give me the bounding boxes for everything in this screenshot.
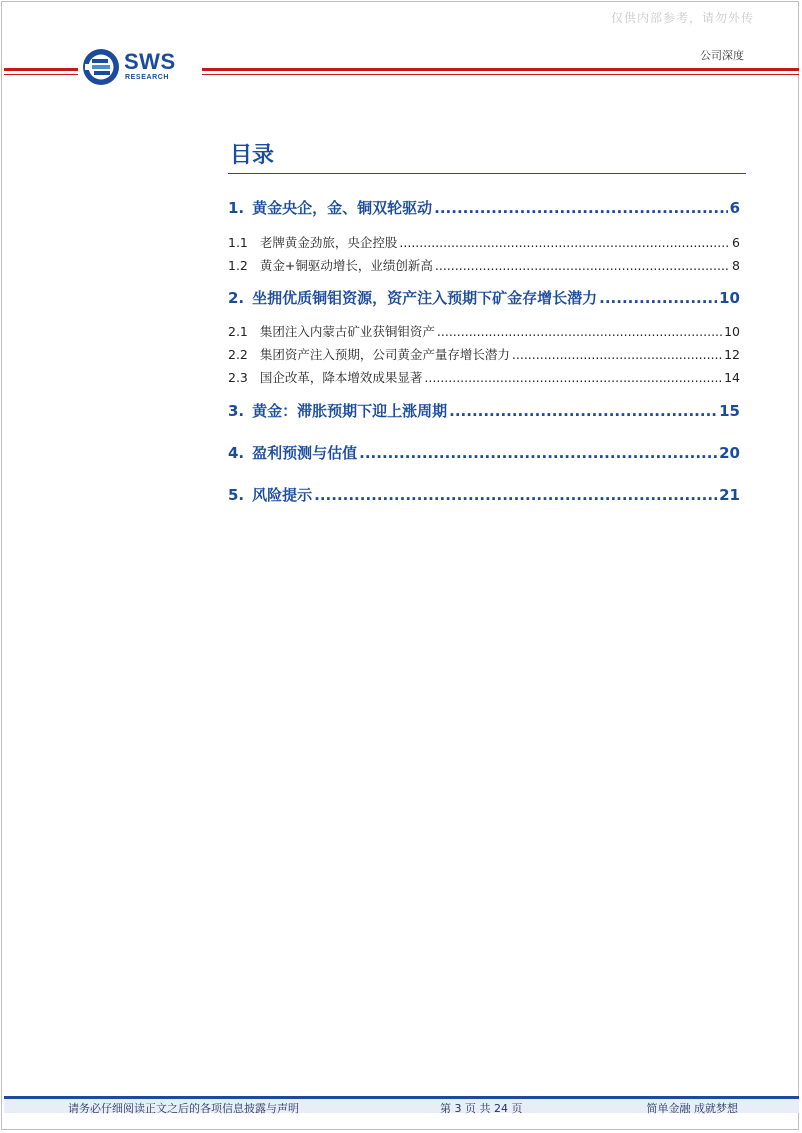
toc-entry-number: 2. (228, 289, 245, 307)
toc-entry-text: 坐拥优质铜钼资源，资产注入预期下矿金存增长潜力 (252, 289, 598, 307)
toc-entry-text: 盈利预测与估值 (252, 444, 358, 462)
footer-page-number: 第 3 页 共 24 页 (440, 1102, 523, 1115)
toc-entry-number: 3. (228, 402, 245, 420)
toc-entry-text: 集团注入内蒙古矿业获铜钼资产 (259, 324, 435, 339)
footer-slogan: 简单金融 成就梦想 (646, 1102, 738, 1115)
logo-text: SWS (124, 49, 176, 74)
toc-entry-text: 黄金+铜驱动增长，业绩创新高 (259, 258, 433, 273)
toc-leader-dots (449, 402, 717, 420)
toc-entry-page: 15 (719, 402, 740, 420)
toc-entry-page: 21 (719, 486, 740, 504)
toc-entry-text: 黄金：滞胀预期下迎上涨周期 (252, 402, 448, 420)
toc-entry-3[interactable] (228, 400, 740, 421)
toc-entry-page: 20 (719, 444, 740, 462)
toc-entry-text: 国企改革，降本增效成果显著 (259, 370, 423, 385)
toc-title-rule (228, 173, 746, 174)
toc-leader-dots (314, 486, 717, 504)
toc-leader-dots (512, 347, 722, 362)
toc-leader-dots (434, 199, 727, 217)
toc-entry-text: 集团资产注入预期，公司黄金产量存增长潜力 (259, 347, 510, 362)
toc-entry-page: 6 (732, 235, 740, 250)
toc-entry-page: 14 (724, 370, 740, 385)
toc-entry-1-1[interactable] (228, 233, 740, 251)
toc-entry-number: 4. (228, 444, 245, 462)
toc-entry-5[interactable] (228, 484, 740, 505)
toc-entry-number: 2.1 (228, 324, 248, 339)
toc-leader-dots (435, 258, 730, 273)
toc-entry-number: 5. (228, 486, 245, 504)
sws-logo-icon (82, 48, 120, 86)
toc-entry-2-2[interactable] (228, 345, 740, 363)
toc-leader-dots (437, 324, 722, 339)
footer-disclaimer: 请务必仔细阅读正文之后的各项信息披露与声明 (68, 1102, 299, 1115)
toc-entry-number: 1.2 (228, 258, 248, 273)
toc-title: 目录 (230, 143, 275, 168)
toc-entry-number: 1. (228, 199, 245, 217)
toc-entry-text: 老牌黄金劲旅，央企控股 (259, 235, 398, 250)
toc-entry-4[interactable] (228, 442, 740, 463)
toc-entry-page: 8 (732, 258, 740, 273)
toc-entry-page: 6 (729, 199, 740, 217)
header-rule-right (202, 68, 799, 75)
toc-entry-page: 10 (719, 289, 740, 307)
toc-leader-dots (424, 370, 722, 385)
header-rule-left (4, 68, 78, 75)
toc-entry-2-1[interactable] (228, 322, 740, 340)
toc-entry-number: 2.2 (228, 347, 248, 362)
toc-entry-1-2[interactable] (228, 256, 740, 274)
toc-leader-dots (359, 444, 717, 462)
toc-entry-text: 风险提示 (252, 486, 313, 504)
toc-entry-number: 1.1 (228, 235, 248, 250)
toc-entry-number: 2.3 (228, 370, 248, 385)
watermark: 仅供内部参考，请勿外传 (610, 11, 754, 25)
toc-entry-page: 10 (724, 324, 740, 339)
toc-entry-1[interactable] (228, 197, 740, 218)
toc-leader-dots (399, 235, 730, 250)
toc-leader-dots (599, 289, 717, 307)
toc-entry-2-3[interactable] (228, 368, 740, 386)
page-border (1, 1, 799, 1130)
toc-entry-text: 黄金央企，金、铜双轮驱动 (252, 199, 433, 217)
sws-logo (82, 48, 192, 88)
toc-entry-page: 12 (724, 347, 740, 362)
report-type-label: 公司深度 (700, 49, 744, 62)
logo-subtext: RESEARCH (125, 74, 170, 81)
page-footer (0, 1100, 802, 1118)
toc-entry-2[interactable] (228, 287, 740, 308)
